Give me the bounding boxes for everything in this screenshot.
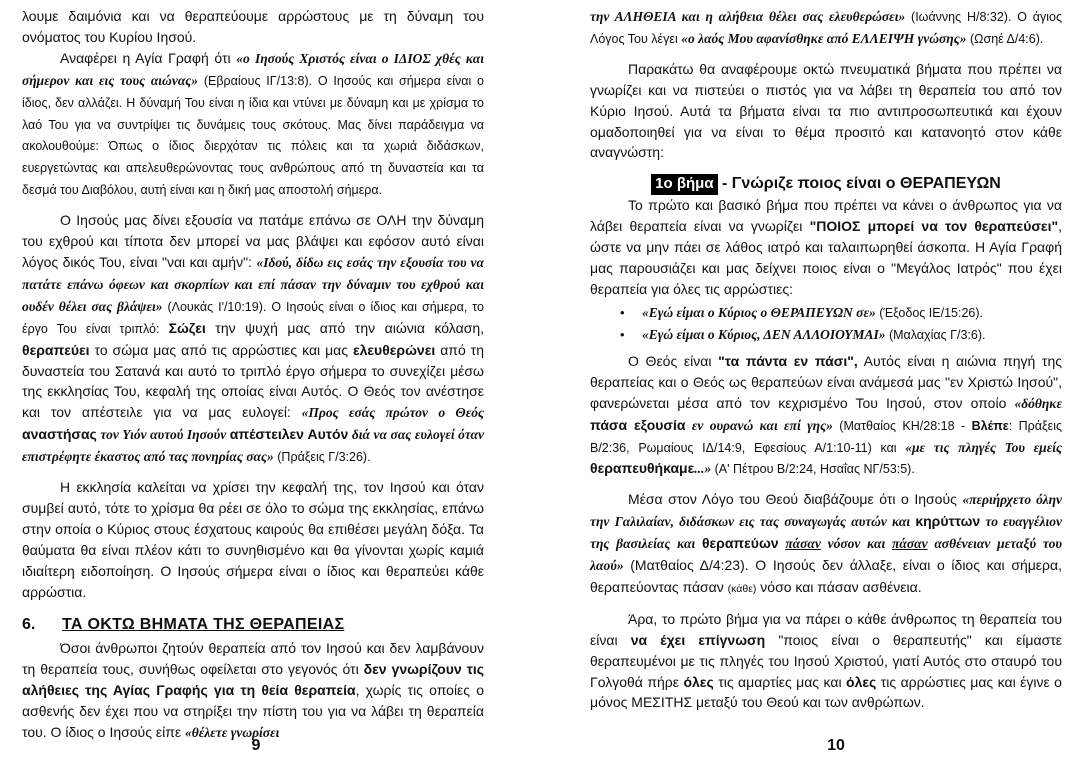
paragraph <box>590 6 1062 50</box>
section-title: ΤΑ ΟΚΤΩ ΒΗΜΑΤΑ ΤΗΣ ΘΕΡΑΠΕΙΑΣ <box>62 616 345 634</box>
emphasis: θεραπευθήκαμε <box>590 460 695 477</box>
scripture-quote: εν ουρανώ και επί γης» <box>685 417 833 433</box>
step-badge: 1ο βήμα <box>651 174 717 195</box>
scripture-list <box>590 302 1062 347</box>
scripture-quote: «περιήρχετο όλην την Γαλιλαίαν, διδάσκων εις τας συναγωγάς αυτών και <box>590 492 1062 530</box>
text-run: τις αρρώστιες μας και έγινε ο μόνος ΜΕΣΙΤΗΣ μεταξύ του Θεού και των ανθρώπων. <box>590 673 1062 711</box>
text-run: Το πρώτο και βασικό βήμα που πρέπει να κάνει ο άνθρωπος για να λάβει θεραπεία είναι να γνωρίζει <box>590 197 1062 235</box>
emphasis: θεραπεύει <box>22 341 90 358</box>
text-run: (Μαλαχίας Γ/3:6). <box>885 328 986 343</box>
text-run: (Ιωάννης Η/8:32). Ο άγιος Λόγος Του λέγει <box>590 10 1062 46</box>
emphasis: όλες <box>683 673 714 690</box>
text-run: Ο Ιησούς μας δίνει εξουσία να πατάμε επάνω σε ΟΛΗ την δύναμη του εχθρού και τίποτα δεν μπορεί να μας βλάψει και εφόσον αυτό είναι λόγος δικός Του, είναι "ναι και αμήν": <box>22 212 484 270</box>
text-run: (κάθε) <box>727 582 757 595</box>
emphasis: "ΠΟΙΟΣ μπορεί να τον θεραπεύσει" <box>809 218 1059 235</box>
text-run: από τη δυναστεία του Σατανά και αυτό το τριπλό έργο σήμερα το συνεχίζει μέσω της εκκλησίας Του, κεφαλή της οποίας είναι Αυτός. Ο Θεός τον ανέστησε και τον απέστειλε για να μας ευλογεί: <box>22 341 484 421</box>
text-run: νόσο και πάσαν ασθένεια. <box>756 578 922 595</box>
emphasis: όλες <box>846 673 877 690</box>
scripture-quote: «Προς εσάς πρώτον ο Θεός <box>301 405 484 421</box>
text-run: την ψυχή μας από την αιώνια κόλαση, <box>205 319 485 336</box>
emphasis: κηρύττων <box>915 513 981 530</box>
paragraph <box>590 609 1062 714</box>
scripture-quote: ...» <box>694 461 712 477</box>
bullet-icon: • <box>620 304 625 320</box>
section-number: 6. <box>22 616 36 634</box>
section-heading <box>22 614 484 636</box>
list-item <box>590 302 1062 325</box>
text-run: (Ωσηέ Δ/4:6). <box>966 31 1044 46</box>
scripture-quote: «Ιδού, δίδω εις εσάς την εξουσία του να πατάτε επάνω όφεων και σκορπίων και επί πάσαν την δύναμιν του εχθρού και ουδέν θέλει σας βλάψει» <box>22 254 485 314</box>
emphasis: "τα πάντα εν πάσι", <box>718 352 858 369</box>
right-page <box>590 6 1062 713</box>
page-number-right: 10 <box>827 737 845 754</box>
scripture-quote: «Εγώ είμαι ο Κύριος, ΔΕΝ ΑΛΛΟΙΟΥΜΑΙ» <box>642 327 886 343</box>
text-run: : Πράξεις Β/2:36, Ρωμαίους ΙΔ/14:9, Εφεσίους Α/1:10-11) και <box>590 418 1062 455</box>
paragraph <box>22 48 484 201</box>
text-run: (Ματθαίος Δ/4:23). Ο Ιησούς δεν άλλαξε, είναι ο ίδιος και σήμερα, θεραπεύοντας πάσαν <box>590 557 1062 595</box>
emphasis: ελευθερώνει <box>352 341 436 358</box>
scripture-quote: «ο Ιησούς Χριστός είναι ο ΙΔΙΟΣ χθές και σήμερον και εις τους αιώνας» <box>22 50 484 88</box>
scripture-quote: ασθένειαν μεταξύ του λαού» <box>590 536 1062 574</box>
emphasis: απέστειλεν Αυτόν <box>229 426 349 443</box>
text-run: τις αμαρτίες μας και <box>713 673 847 690</box>
emphasis: να έχει επίγνωση <box>630 631 766 648</box>
text-run: (Ματθαίος ΚΗ/28:18 - <box>832 418 972 433</box>
left-page <box>22 6 484 744</box>
emphasis: θεραπεύων <box>701 535 779 552</box>
text-run: Παρακάτω θα αναφέρουμε οκτώ πνευματικά βήματα που πρέπει να γνωρίζει και να πιστεύει ο πιστός για να λάβει τη θεραπεία του από τον Κύριο Ιησού. Αυτά τα βήματα είναι τα πιο αντιπροσωπευτικά και έχουν ομαδοποιηθεί για να είναι το θέμα προσιτό και κατανοητό στον κάθε αναγνώστη: <box>590 60 1062 161</box>
scripture-quote: «ο λαός Μου αφανίσθηκε από ΕΛΛΕΙΨΗ γνώσης» <box>681 30 967 46</box>
page-number-left: 9 <box>251 737 261 754</box>
text-run: (Εβραίους ΙΓ/13:8). Ο Ιησούς και σήμερα είναι ο ίδιος, δεν αλλάζει. Η δύναμή Του είναι η ίδια και ντύνει με δύναμη και με χρίσμα το λαό Του για να συντρίψει τις δυνάμεις τους σκότους. Μας δίνει παράδειγμα να ακολουθούμε: Όπως ο ίδιος διερχόταν τις πόλεις και τα χωριά διδάσκων, ευεργετώντας και απελευθερώνοντας τους ανθρώπους από τη δυναστεία και τα δεσμά του Διαβόλου, αυτή είναι και η δική μας αποστολή σήμερα. <box>22 73 484 198</box>
scripture-quote: διά να σας ευλογεί όταν επιστρέφητε έκαστος από τας πονηρίας σας» <box>22 427 484 465</box>
text-run: (Πράξεις Γ/3:26). <box>273 450 371 465</box>
text-run: Αναφέρει η Αγία Γραφή ότι <box>60 49 237 66</box>
paragraph <box>590 195 1062 300</box>
paragraph <box>22 638 484 744</box>
text-run: (Λουκάς Ι'/10:19). Ο Ιησούς είναι ο ίδιος και σήμερα, το έργο Του είναι τριπλό: <box>22 299 484 336</box>
text-run: "ποιος είναι ο θεραπευτής" και είμαστε θεραπευμένοι με τις πληγές του Ιησού Χριστού, γιατί Αυτός στο σταυρό του Γολγοθά πήρε <box>590 631 1062 690</box>
paragraph <box>590 59 1062 164</box>
step-heading <box>590 173 1062 195</box>
paragraph <box>22 210 484 468</box>
scripture-quote: νόσον και <box>820 536 892 552</box>
text-run: Αυτός είναι η αιώνια πηγή της θεραπείας και ο Θεός ως θεραπεύων είναι ανάμεσά μας "εν Χριστώ Ιησού", φανερώνεται μέσα από τον κεχρισμένο Του Ιησού, στον οποίο <box>590 352 1062 411</box>
emphasis: πάσα εξουσία <box>590 416 686 433</box>
scripture-quote: τον Υιόν αυτού Ιησούν <box>96 427 230 443</box>
text-run: Όσοι άνθρωποι ζητούν θεραπεία από τον Ιησού και δεν λαμβάνουν τη θεραπεία τους, συνήθως οφείλεται στο γεγονός ότι <box>22 640 484 678</box>
scripture-quote-underlined: πάσαν <box>892 536 928 552</box>
list-item <box>590 324 1062 347</box>
text-run: το σώμα μας από τις αρρώστιες και μας <box>89 341 353 358</box>
paragraph <box>22 6 484 48</box>
scripture-quote: «θέλετε γνωρίσει <box>184 725 280 741</box>
text-run: λουμε δαιμόνια και να θεραπεύουμε αρρώστους με τη δύναμη του ονόματος του Κυρίου Ιησού. <box>22 8 484 45</box>
emphasis: αναστήσας <box>22 426 97 443</box>
text-run: (Έξοδος ΙΕ/15:26). <box>875 305 983 320</box>
text-run: , χωρίς τις οποίες ο ασθενής δεν έχει που να στηρίξει την πίστη του για να λάβει τη θεραπεία του. Ο ίδιος ο Ιησούς είπε <box>22 682 485 741</box>
emphasis: Σώζει <box>168 319 206 336</box>
text-run: Ο Θεός είναι <box>628 352 719 369</box>
paragraph <box>590 351 1062 480</box>
text-run: (Α' Πέτρου Β/2:24, Ησαΐας ΝΓ/53:5). <box>711 462 915 477</box>
scripture-quote: το ευαγγέλιον της βασιλείας και <box>590 514 1062 552</box>
emphasis: δεν γνωρίζουν τις αλήθειες της Αγίας Γραφής για τη θεία θεραπεία <box>22 661 485 699</box>
text-run: Μέσα στον Λόγο του Θεού διαβάζουμε ότι ο Ιησούς <box>628 491 963 508</box>
text-run: Η εκκλησία καλείται να χρίσει την κεφαλή της, τον Ιησού και όταν συμβεί αυτό, τότε το χρίσμα θα ρέει σε όλο το σώμα της εκκλησίας, επάνω στην οποία ο Κύριος στους έσχατους καιρούς θα επιθέσει μεγάλη δόξα. Τα θαύματα θα είναι πλέον κάτι το συνηθισμένο και θα γίνονται χωρίς καμιά ιδιαίτερη ειδοποίηση. Ο Ιησούς σήμερα είναι ο ίδιος και θεραπεύει κάθε αρρώστια. <box>22 479 484 600</box>
paragraph <box>590 489 1062 600</box>
text-run: , ώστε να μην πάει σε λάθος ιατρό και ταλαιπωρηθεί άσκοπα. Η Αγία Γραφή μας παρουσιάζει και μας δείχνει ποιος είναι ο "Μεγάλος Ιατρός" που έχει θεραπεία για όλες τις αρρώστιες: <box>590 218 1062 297</box>
text-run: Άρα, το πρώτο βήμα για να πάρει ο κάθε άνθρωπος τη θεραπεία του είναι <box>590 610 1062 648</box>
scripture-quote: την ΑΛΗΘΕΙΑ και η αλήθεια θέλει σας ελευθερώσει» <box>590 9 906 24</box>
paragraph <box>22 477 484 602</box>
emphasis: Βλέπε <box>971 418 1009 433</box>
step-title: - Γνώριζε ποιος είναι ο ΘΕΡΑΠΕΥΩΝ <box>717 175 1001 193</box>
scripture-quote: «με τις πληγές Του εμείς <box>905 439 1062 455</box>
bullet-icon: • <box>620 327 625 343</box>
scripture-quote: «Εγώ είμαι ο Κύριος ο ΘΕΡΑΠΕΥΩΝ σε» <box>642 304 876 320</box>
scripture-quote: «δόθηκε <box>1014 395 1062 411</box>
scripture-quote-underlined: πάσαν <box>785 536 821 552</box>
